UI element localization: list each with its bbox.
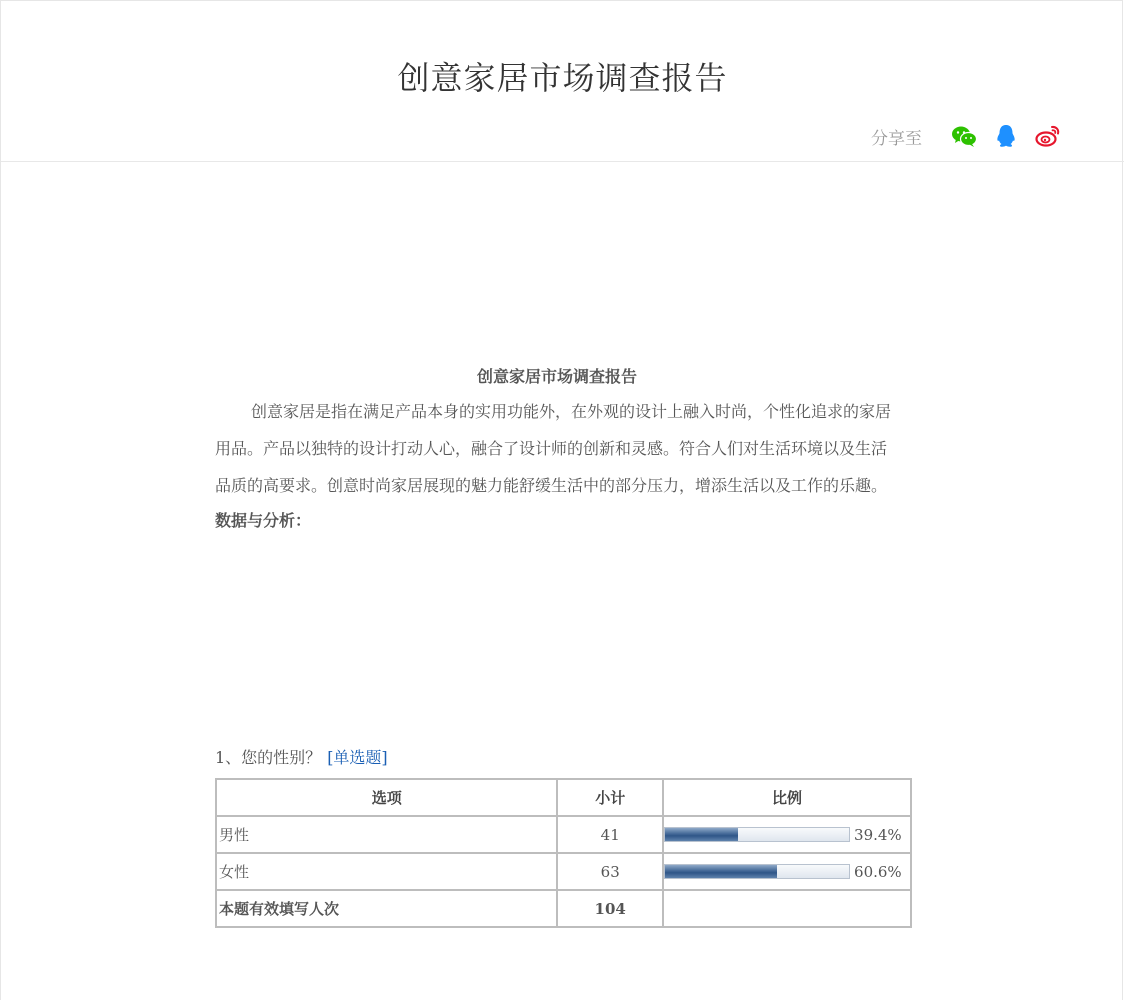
table-total-row [216,890,911,927]
column-header-ratio: 比例 [663,779,911,816]
page-title: 创意家居市场调查报告 [397,59,728,97]
wechat-icon[interactable] [950,122,978,150]
option-label: 男性 [216,816,557,853]
ratio-percent: 39.4% [854,825,902,844]
column-header-count: 小计 [557,779,663,816]
question-type-link[interactable]: [单选题] [327,748,388,767]
intro-paragraph: 创意家居是指在满足产品本身的实用功能外，在外观的设计上融入时尚，个性化追求的家居用品。产品以独特的设计打动人心，融合了设计师的创新和灵感。符合人们对生活环境以及生活品质的高要求。创意时尚家居展现的魅力能舒缓生活中的部分压力，增添生活以及工作的乐趣。 [215,402,892,495]
document-title: 创意家居市场调查报告 [476,367,637,386]
total-count: 104 [557,890,663,927]
question-text: 1、您的性别？ [215,748,322,767]
progress-bar-fill [665,828,737,841]
progress-bar [664,864,850,879]
question-1 [215,745,388,768]
weibo-icon[interactable] [1034,122,1062,150]
share-label: 分享至 [871,128,922,149]
result-table [215,778,912,928]
report-body [215,361,899,536]
table-header-row [216,779,911,816]
progress-bar [664,827,850,842]
ratio-percent: 60.6% [854,862,902,881]
qq-icon[interactable] [992,122,1020,150]
progress-bar-fill [665,865,777,878]
ratio-cell [663,853,911,890]
total-label: 本题有效填写人次 [216,890,557,927]
ratio-cell [663,816,911,853]
option-label: 女性 [216,853,557,890]
total-empty-cell [663,890,911,927]
page-header [1,1,1124,162]
option-count: 63 [557,853,663,890]
share-bar [871,121,1062,151]
table-row [216,853,911,890]
option-count: 41 [557,816,663,853]
column-header-option: 选项 [216,779,557,816]
section-heading: 数据与分析： [215,511,312,530]
table-row [216,816,911,853]
